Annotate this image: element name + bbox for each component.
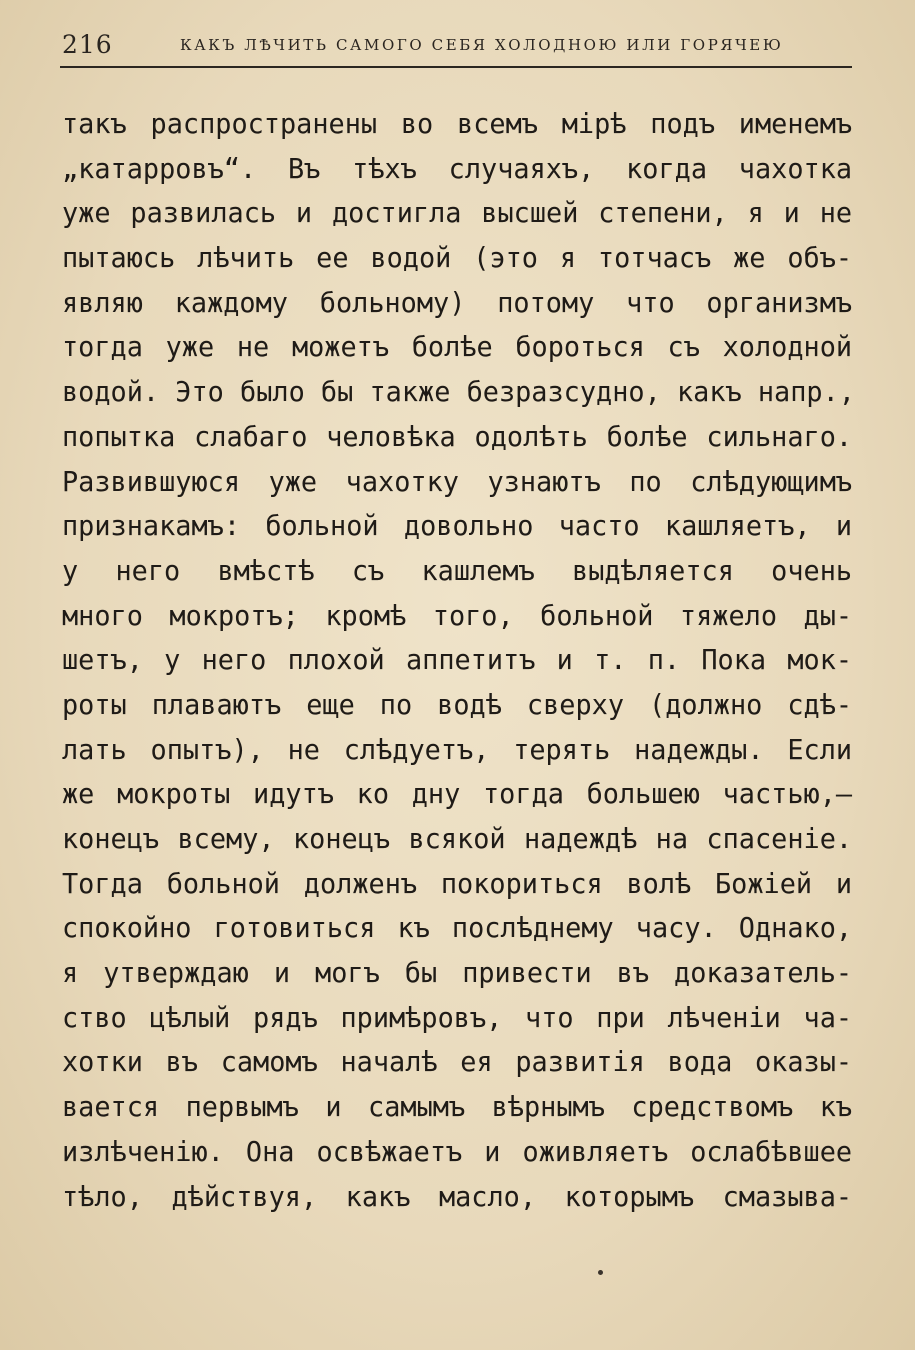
- page-header: [62, 30, 852, 64]
- text-line: пытаюсь лѣчить ее водой (это я тотчасъ же объ-: [62, 241, 853, 275]
- text-line: признакамъ: больной довольно часто кашляетъ, и: [62, 509, 853, 543]
- text-line: попытка слабаго человѣка одолѣть болѣе сильнаго.: [62, 419, 853, 453]
- text-line: „катарровъ“. Въ тѣхъ случаяхъ, когда чахотка: [62, 151, 853, 185]
- running-title: КАКЪ ЛѢЧИТЬ САМОГО СЕБЯ ХОЛОДНОЮ ИЛИ ГОРЯЧЕЮ: [180, 36, 784, 54]
- text-line: конецъ всему, конецъ всякой надеждѣ на спасеніе.: [62, 822, 853, 855]
- text-line: много мокротъ; кромѣ того, больной тяжело ды-: [62, 598, 853, 632]
- text-line: хотки въ самомъ началѣ ея развитія вода оказы-: [62, 1045, 853, 1079]
- text-line: шетъ, у него плохой аппетитъ и т. п. Пока мок-: [62, 643, 853, 677]
- body-text: [62, 102, 855, 1219]
- text-line: спокойно готовиться къ послѣднему часу. Однако,: [62, 911, 853, 945]
- text-line: тогда уже не можетъ болѣе бороться съ холодной: [62, 330, 853, 364]
- text-line: ство цѣлый рядъ примѣровъ, что при лѣченіи ча-: [62, 1000, 853, 1034]
- header-rule: [60, 66, 852, 68]
- text-line: являю каждому больному) потому что организмъ: [62, 285, 853, 319]
- text-line: водой. Это было бы также безразсудно, какъ напр.,: [62, 375, 855, 409]
- text-line: тѣло, дѣйствуя, какъ масло, которымъ смазыва-: [62, 1179, 853, 1213]
- text-line: лать опытъ), не слѣдуетъ, терять надежды. Если: [62, 732, 853, 766]
- text-line: Развившуюся уже чахотку узнаютъ по слѣдующимъ: [62, 464, 853, 498]
- page-number: 216: [62, 30, 113, 59]
- text-line: вается первымъ и самымъ вѣрнымъ средствомъ къ: [62, 1090, 853, 1124]
- text-line: я утверждаю и могъ бы привести въ доказатель-: [62, 956, 853, 990]
- text-line: же мокроты идутъ ко дну тогда большею частью,—: [62, 777, 853, 811]
- text-line: уже развилась и достигла высшей степени, я и не: [62, 196, 853, 230]
- text-line: роты плаваютъ еще по водѣ сверху (должно сдѣ-: [62, 687, 853, 721]
- text-line: Тогда больной долженъ покориться волѣ Божіей и: [62, 866, 853, 900]
- text-line: излѣченію. Она освѣжаетъ и оживляетъ ослабѣвшее: [62, 1134, 853, 1168]
- text-line: такъ распространены во всемъ мірѣ подъ именемъ: [62, 107, 853, 140]
- ink-mark: [598, 1270, 603, 1275]
- text-line: у него вмѣстѣ съ кашлемъ выдѣляется очень: [62, 553, 853, 587]
